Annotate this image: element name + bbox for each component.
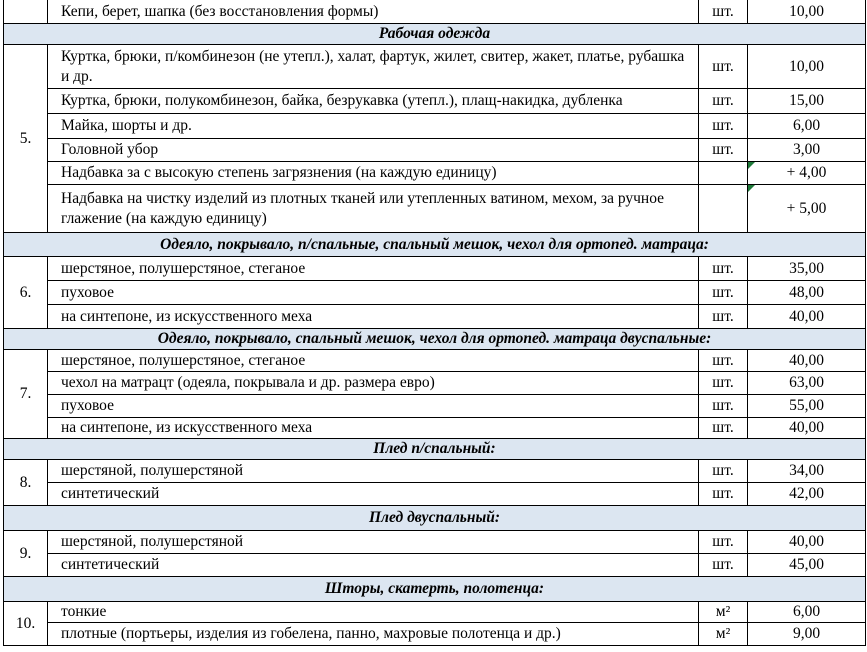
item-price: + 4,00 xyxy=(748,162,866,185)
item-name: Куртка, брюки, п/комбинезон (не утепл.), халат, фартук, жилет, свитер, жакет, платье, рубашка и др. xyxy=(48,45,699,89)
table-row xyxy=(4,281,866,305)
item-unit: м² xyxy=(699,602,748,623)
table-row xyxy=(4,602,866,623)
item-price: 10,00 xyxy=(748,45,866,89)
table-row xyxy=(4,350,866,372)
item-price: 6,00 xyxy=(748,602,866,623)
table-row xyxy=(4,89,866,114)
item-price: 6,00 xyxy=(748,114,866,139)
comment-marker xyxy=(748,185,755,192)
item-unit: шт. xyxy=(699,350,748,372)
section-title: Одеяло, покрывало, п/спальные, спальный мешок, чехол для ортопед. матраца: xyxy=(4,233,866,257)
item-unit xyxy=(699,162,748,185)
table-row xyxy=(4,483,866,506)
table-row xyxy=(4,305,866,329)
item-name: Головной убор xyxy=(48,139,699,162)
item-name: Надбавка за с высокую степень загрязнения (на каждую единицу) xyxy=(48,162,699,185)
item-name: шерстяной, полушерстяной xyxy=(48,531,699,554)
item-unit xyxy=(699,185,748,233)
item-name: Майка, шорты и др. xyxy=(48,114,699,139)
item-price: 40,00 xyxy=(748,350,866,372)
item-price: 15,00 xyxy=(748,89,866,114)
item-unit: шт. xyxy=(699,139,748,162)
row-number: 10. xyxy=(4,602,48,646)
table-row xyxy=(4,139,866,162)
item-name: шерстяное, полушерстяное, стеганое xyxy=(48,350,699,372)
item-name: на синтепоне, из искусственного меха xyxy=(48,305,699,329)
section-title: Плед двуспальный: xyxy=(4,506,866,531)
item-price: 9,00 xyxy=(748,623,866,646)
item-name: Куртка, брюки, полукомбинезон, байка, безрукавка (утепл.), плащ-накидка, дубленка xyxy=(48,89,699,114)
table-row xyxy=(4,372,866,395)
item-unit: шт. xyxy=(699,305,748,329)
item-name: Надбавка на чистку изделий из плотных тканей или утепленных ватином, мехом, за ручное глажение (на каждую единицу) xyxy=(48,185,699,233)
section-title: Шторы, скатерть, полотенца: xyxy=(4,577,866,602)
item-name: шерстяное, полушерстяное, стеганое xyxy=(48,257,699,281)
item-price: 10,00 xyxy=(748,0,866,24)
item-price: 40,00 xyxy=(748,305,866,329)
section-title: Рабочая одежда xyxy=(4,24,866,45)
item-unit: шт. xyxy=(699,257,748,281)
comment-marker xyxy=(748,162,755,169)
item-name: пуховое xyxy=(48,281,699,305)
table-row xyxy=(4,185,866,233)
item-unit: шт. xyxy=(699,281,748,305)
item-unit: м² xyxy=(699,623,748,646)
section-title: Плед п/спальный: xyxy=(4,439,866,460)
price-table xyxy=(3,0,866,646)
table-row xyxy=(4,418,866,439)
item-name: шерстяной, полушерстяной xyxy=(48,460,699,483)
item-price: 48,00 xyxy=(748,281,866,305)
row-number: 5. xyxy=(4,45,48,233)
item-name: тонкие xyxy=(48,602,699,623)
item-unit: шт. xyxy=(699,554,748,577)
table-row xyxy=(4,114,866,139)
item-name: синтетический xyxy=(48,483,699,506)
table-row xyxy=(4,395,866,418)
item-price: 63,00 xyxy=(748,372,866,395)
section-header xyxy=(4,577,866,602)
table-row xyxy=(4,623,866,646)
item-unit: шт. xyxy=(699,0,748,24)
item-unit: шт. xyxy=(699,531,748,554)
section-header xyxy=(4,24,866,45)
item-name: пуховое xyxy=(48,395,699,418)
section-title: Одеяло, покрывало, спальный мешок, чехол для ортопед. матраца двуспальные: xyxy=(4,329,866,350)
item-price: 34,00 xyxy=(748,460,866,483)
row-number: 7. xyxy=(4,350,48,439)
item-price: 40,00 xyxy=(748,418,866,439)
item-price: 35,00 xyxy=(748,257,866,281)
table-row xyxy=(4,162,866,185)
row-number: 6. xyxy=(4,257,48,329)
item-price: 45,00 xyxy=(748,554,866,577)
item-unit: шт. xyxy=(699,395,748,418)
item-name: чехол на матрацт (одеяла, покрывала и др. размера евро) xyxy=(48,372,699,395)
item-unit: шт. xyxy=(699,483,748,506)
item-name: Кепи, берет, шапка (без восстановления формы) xyxy=(48,0,699,24)
row-number: 9. xyxy=(4,531,48,577)
section-header xyxy=(4,329,866,350)
item-unit: шт. xyxy=(699,460,748,483)
table-row xyxy=(4,460,866,483)
item-unit: шт. xyxy=(699,114,748,139)
section-header xyxy=(4,439,866,460)
item-price: 3,00 xyxy=(748,139,866,162)
table-row xyxy=(4,531,866,554)
item-price: 40,00 xyxy=(748,531,866,554)
item-price: 55,00 xyxy=(748,395,866,418)
table-row xyxy=(4,0,866,24)
row-number: 8. xyxy=(4,460,48,506)
table-row xyxy=(4,554,866,577)
item-name: плотные (портьеры, изделия из гобелена, панно, махровые полотенца и др.) xyxy=(48,623,699,646)
item-name: синтетический xyxy=(48,554,699,577)
section-header xyxy=(4,506,866,531)
item-unit: шт. xyxy=(699,372,748,395)
item-price: 42,00 xyxy=(748,483,866,506)
item-unit: шт. xyxy=(699,89,748,114)
item-price: + 5,00 xyxy=(748,185,866,233)
table-row xyxy=(4,257,866,281)
section-header xyxy=(4,233,866,257)
item-name: на синтепоне, из искусственного меха xyxy=(48,418,699,439)
table-row xyxy=(4,45,866,89)
item-unit: шт. xyxy=(699,45,748,89)
item-unit: шт. xyxy=(699,418,748,439)
